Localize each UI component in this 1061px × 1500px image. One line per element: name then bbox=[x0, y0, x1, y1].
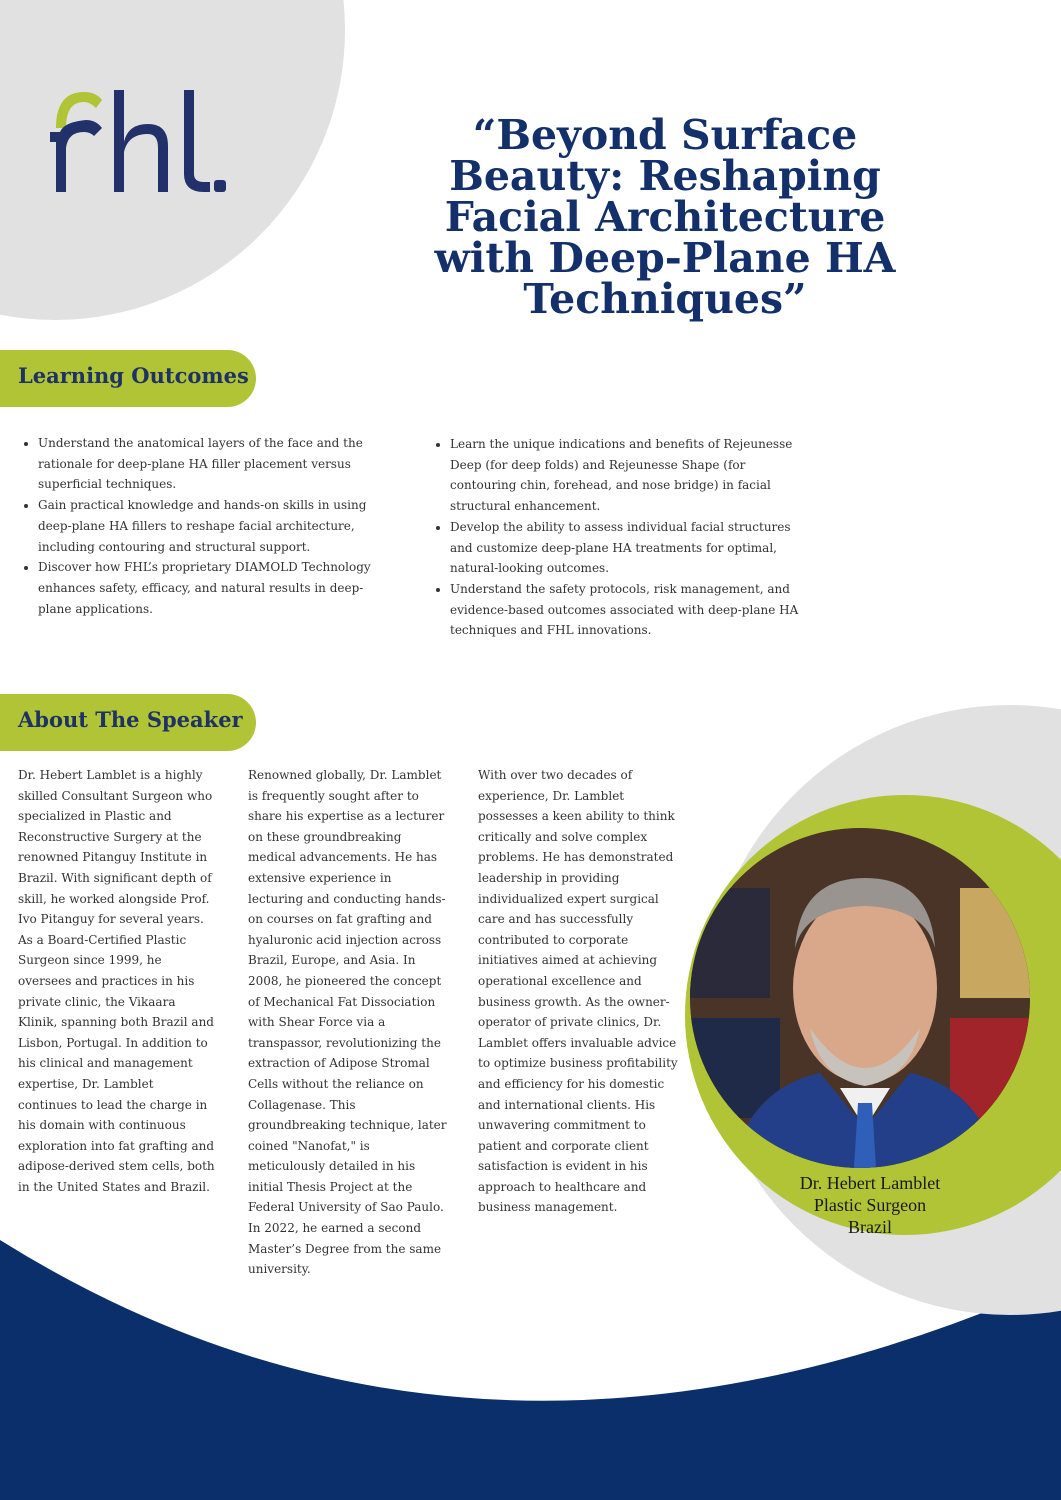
speaker-caption bbox=[760, 1172, 980, 1238]
learning-outcomes-list-right bbox=[430, 434, 810, 641]
learning-outcomes-list-left bbox=[18, 433, 383, 619]
about-speaker-header bbox=[0, 694, 256, 751]
outcome-item: • Develop the ability to assess individual facial structures and customize deep-plane HA treatments for optimal, natural-looking outcomes. bbox=[450, 517, 810, 579]
outcome-item: • Understand the anatomical layers of the face and the rationale for deep-plane HA filler placement versus superficial techniques. bbox=[38, 433, 383, 495]
speaker-country: Brazil bbox=[848, 1217, 892, 1237]
speaker-bio-column-2: Renowned globally, Dr. Lamblet is frequently sought after to share his expertise as a lecturer on these groundbreaking medical advancements. He has extensive experience in lecturing and conducting hands-on courses on fat grafting and hyaluronic acid injection across Brazil, Europe, and Asia. In 2008, he pioneered the concept of Mechanical Fat Dissociation with Shear Force via a transpassor, revolutionizing the extraction of Adipose Stromal Cells without the reliance on Collagenase. This groundbreaking technique, later coined "Nanofat," is meticulously detailed in his initial Thesis Project at the Federal University of Sao Paulo. In 2022, he earned a second Master’s Degree from the same university. bbox=[248, 768, 447, 1277]
speaker-bio-column-3: With over two decades of experience, Dr. Lamblet possesses a keen ability to think critically and solve complex problems. He has demonstrated leadership in providing individualized expert surgical care and has successfully contributed to corporate initiatives aimed at achieving operational excellence and business growth. As the owner-operator of private clinics, Dr. Lamblet offers invaluable advice to optimize business profitability and efficiency for his domestic and international clients. His unwavering commitment to patient and corporate client satisfaction is evident in his approach to healthcare and business management. bbox=[478, 768, 678, 1215]
speaker-bio-column-1: Dr. Hebert Lamblet is a highly skilled Consultant Surgeon who specialized in Plastic and Reconstructive Surgery at the renowned Pitanguy Institute in Brazil. With significant depth of skill, he worked alongside Prof. Ivo Pitanguy for several years. As a Board-Certified Plastic Surgeon since 1999, he oversees and practices in his private clinic, the Vikaara Klinik, spanning both Brazil and Lisbon, Portugal. In addition to his clinical and management expertise, Dr. Lamblet continues to lead the charge in his domain with continuous exploration into fat grafting and adipose-derived stem cells, both in the United States and Brazil. bbox=[18, 768, 215, 1194]
speaker-role: Plastic Surgeon bbox=[813, 1195, 927, 1215]
speaker-name: Dr. Hebert Lamblet bbox=[799, 1173, 941, 1193]
outcome-item: • Learn the unique indications and benefits of Rejeunesse Deep (for deep folds) and Rejeunesse Shape (for contouring chin, forehead, and nose bridge) in facial structural enhancement. bbox=[450, 434, 810, 517]
learning-outcomes-heading: Learning Outcomes bbox=[18, 363, 249, 388]
about-speaker-heading: About The Speaker bbox=[18, 707, 243, 732]
outcome-item: • Understand the safety protocols, risk management, and evidence-based outcomes associated with deep-plane HA techniques and FHL innovations. bbox=[450, 579, 810, 641]
outcome-item: • Gain practical knowledge and hands-on skills in using deep-plane HA fillers to reshape facial architecture, including contouring and structural support. bbox=[38, 495, 383, 557]
fhl-logo bbox=[48, 88, 233, 202]
speaker-photo bbox=[690, 828, 1030, 1168]
learning-outcomes-header bbox=[0, 350, 256, 407]
outcome-item: • Discover how FHL’s proprietary DIAMOLD Technology enhances safety, efficacy, and natural results in deep-plane applications. bbox=[38, 557, 383, 619]
page-title: “Beyond Surface Beauty: Reshaping Facial Architecture with Deep-Plane HA Techniques” bbox=[434, 111, 896, 323]
